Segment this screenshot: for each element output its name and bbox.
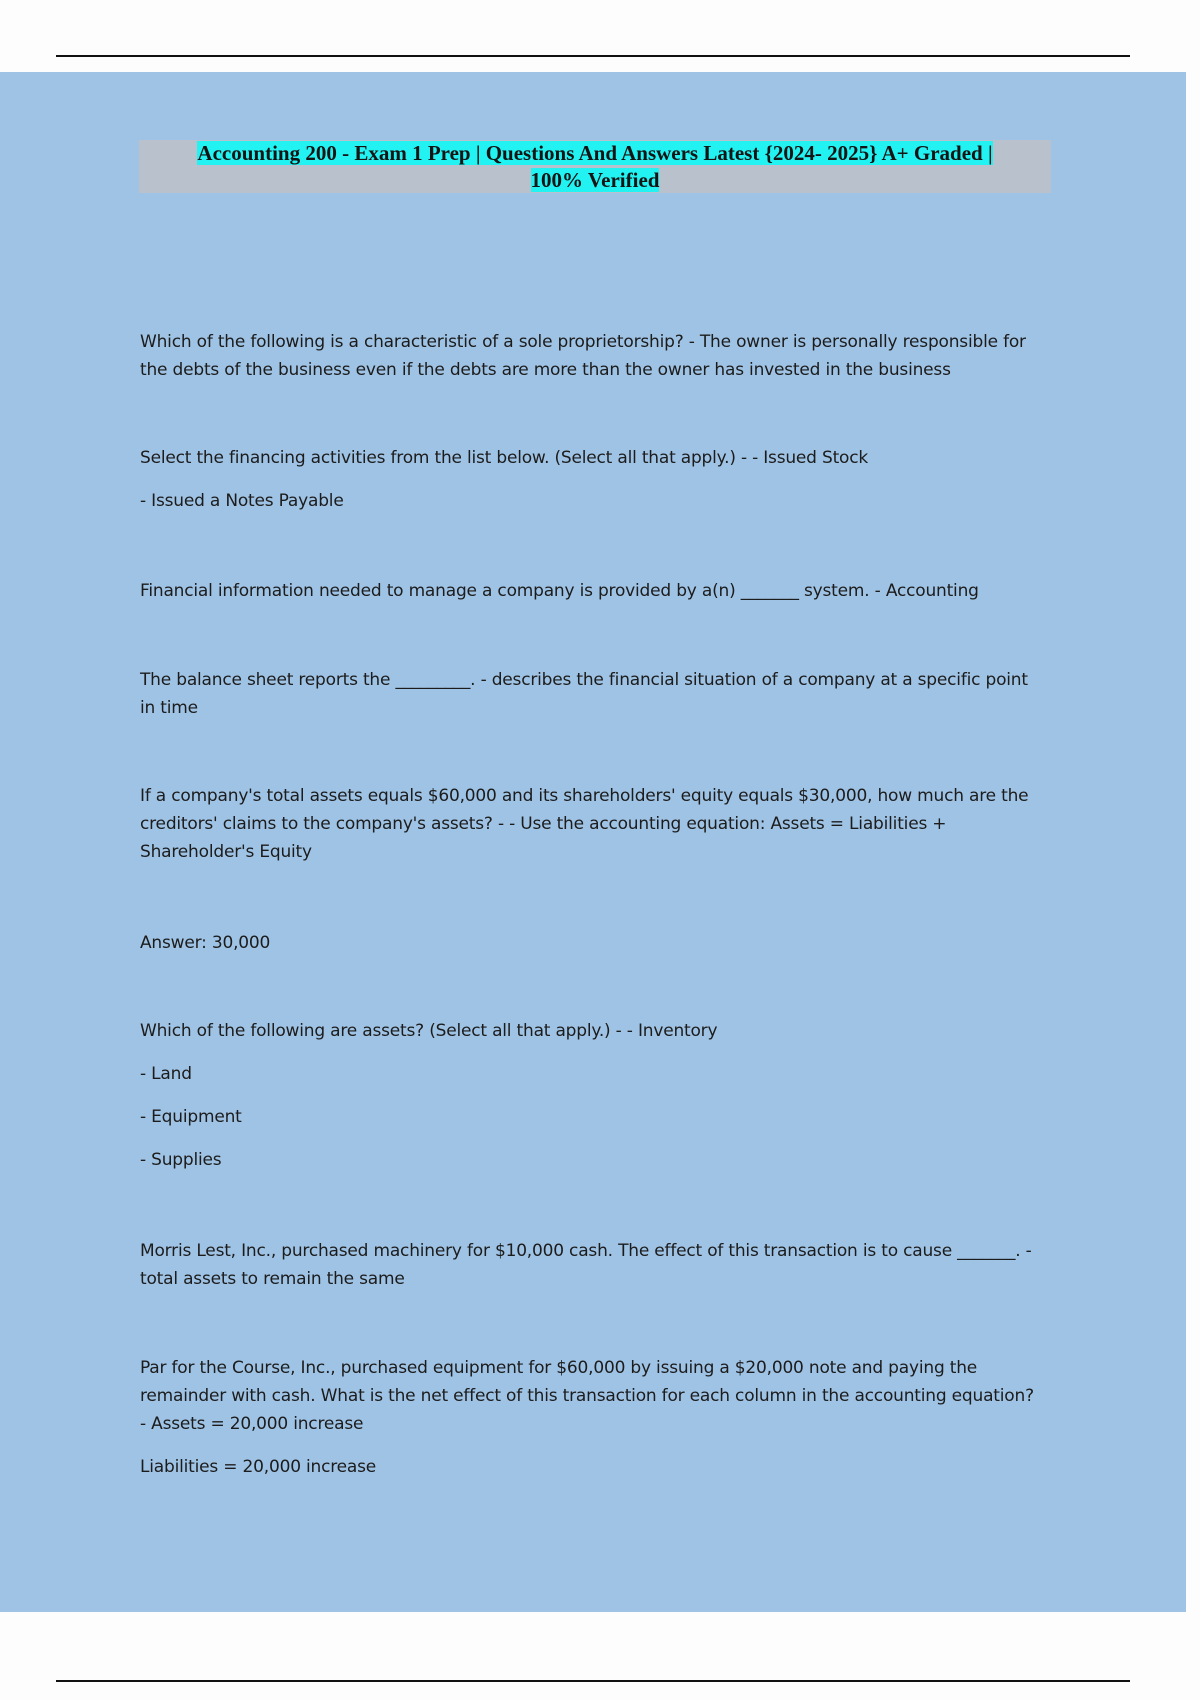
qa-answer-line: - Land	[140, 1064, 192, 1084]
qa-item-6	[140, 929, 1040, 957]
qa-item-2	[140, 444, 1040, 515]
qa-text: Which of the following is a characteristic of a sole proprietorship? - The owner is personally responsible for the debts of the business even if the debts are more than the owner has invested in the business	[140, 332, 1026, 380]
qa-answer-line: - Equipment	[140, 1107, 242, 1127]
qa-item-5	[140, 782, 1040, 866]
qa-item-9	[140, 1354, 1040, 1481]
qa-answer-line: - Supplies	[140, 1150, 222, 1170]
qa-text: If a company's total assets equals $60,000 and its shareholders' equity equals $30,000, how much are the creditors' claims to the company's assets? - - Use the accounting equation: Assets = Liabilities + Shareholder's Equity	[140, 786, 1029, 862]
qa-answer-line: - Issued a Notes Payable	[140, 491, 344, 511]
title-line-2: 100% Verified	[530, 168, 660, 192]
qa-text: Answer: 30,000	[140, 933, 271, 953]
qa-text: The balance sheet reports the _________. - describes the financial situation of a company at a specific point in time	[140, 670, 1028, 718]
qa-text: Morris Lest, Inc., purchased machinery for $10,000 cash. The effect of this transaction is to cause _______. - total assets to remain the same	[140, 1241, 1032, 1289]
qa-item-3	[140, 577, 1040, 605]
qa-text: Select the financing activities from the list below. (Select all that apply.) - - Issued Stock	[140, 448, 869, 468]
qa-answer-line: Liabilities = 20,000 increase	[140, 1457, 377, 1477]
top-divider	[56, 55, 1130, 57]
qa-text: Financial information needed to manage a company is provided by a(n) _______ system. - Accounting	[140, 581, 979, 601]
qa-item-1	[140, 328, 1040, 384]
qa-text: Which of the following are assets? (Select all that apply.) - - Inventory	[140, 1021, 718, 1041]
bottom-divider	[56, 1680, 1130, 1682]
document-title	[139, 140, 1051, 193]
qa-text: Par for the Course, Inc., purchased equipment for $60,000 by issuing a $20,000 note and paying the remainder with cash. What is the net effect of this transaction for each column in the accounting equation? - Assets = 20,000 increase	[140, 1358, 1034, 1434]
qa-item-8	[140, 1237, 1040, 1293]
title-line-1: Accounting 200 - Exam 1 Prep | Questions And Answers Latest {2024- 2025} A+ Graded |	[197, 141, 993, 165]
qa-item-4	[140, 666, 1040, 722]
qa-item-7	[140, 1017, 1040, 1174]
